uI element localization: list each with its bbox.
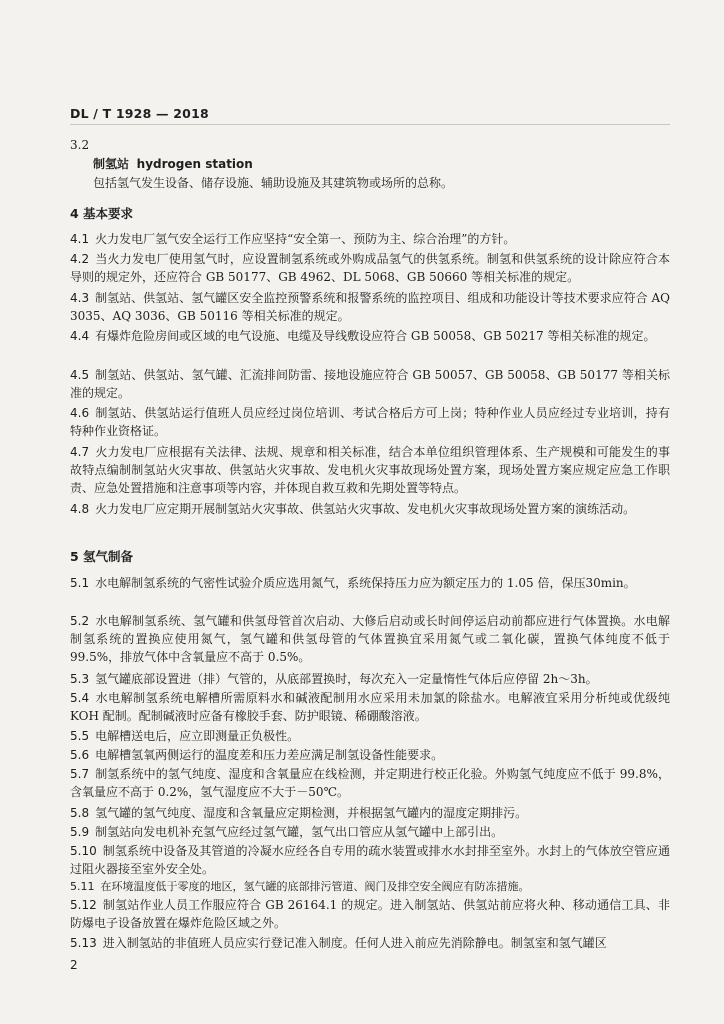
clause-text: 制氢站、供氢站运行值班人员应经过岗位培训、考试合格后方可上岗；特种作业人员应经过专业培训，持有特种作业资格证。 [70, 406, 670, 438]
clause-4-5 [70, 366, 670, 402]
clause-text: 在环境温度低于零度的地区，氢气罐的底部排污管道、阀门及排空安全阀应有防冻措施。 [100, 880, 530, 893]
clause-5-4 [70, 689, 670, 725]
clause-4-3 [70, 289, 670, 325]
clause-5-3 [70, 670, 670, 688]
clause-number: 5.11 [70, 880, 95, 893]
clause-number: 5.12 [70, 898, 97, 912]
section-5-heading: 5 氢气制备 [70, 549, 134, 564]
clause-5-6 [70, 746, 670, 764]
clause-number: 4.7 [70, 445, 90, 459]
clause-4-7 [70, 443, 670, 497]
clause-5-10 [70, 842, 670, 878]
page-number: 2 [70, 958, 78, 972]
clause-number: 4.5 [70, 368, 90, 382]
clause-4-6 [70, 404, 670, 440]
clause-text: 有爆炸危险房间或区域的电气设施、电缆及导线敷设应符合 GB 50058、GB 50217 等相关标准的规定。 [95, 329, 656, 343]
clause-number: 4.2 [70, 252, 90, 266]
term-chinese: 制氢站 [93, 157, 130, 171]
clause-number: 5.13 [70, 936, 97, 950]
clause-number: 5.7 [70, 767, 90, 781]
clause-3-2-number: 3.2 [70, 138, 90, 152]
clause-3-2-definition: 包括氢气发生设备、储存设施、辅助设施及其建筑物或场所的总称。 [93, 176, 454, 190]
clause-4-8 [70, 500, 670, 518]
clause-number: 5.5 [70, 729, 90, 743]
clause-number: 5.6 [70, 748, 90, 762]
document-code-header: DL / T 1928 — 2018 [70, 106, 209, 121]
clause-text: 制氢站、供氢站、氢气罐区安全监控预警系统和报警系统的监控项目、组成和功能设计等技术要求应符合 AQ 3035、AQ 3036、GB 50116 等相关标准的规定。 [70, 291, 670, 323]
clause-number: 5.3 [70, 672, 90, 686]
clause-text: 电解槽氢氧两侧运行的温度差和压力差应满足制氢设备性能要求。 [95, 748, 444, 762]
clause-number: 5.2 [70, 614, 90, 628]
clause-text: 火力发电厂应根据有关法律、法规、规章和相关标准，结合本单位组织管理体系、生产规模和可能发生的事故特点编制制氢站火灾事故、供氢站火灾事故、发电机火灾事故现场处置方案，现场处置方案应规定应急工作职责、应急处置措施和注意事项等内容，并体现自救互救和先期处置等特点。 [70, 445, 670, 495]
clause-text: 火力发电厂氢气安全运行工作应坚持“安全第一、预防为主、综合治理”的方针。 [95, 232, 516, 246]
clause-text: 氢气罐底部设置进（排）气管的，从底部置换时，每次充入一定量惰性气体后应停留 2h～3h。 [95, 672, 598, 686]
clause-text: 制氢系统中的氢气纯度、湿度和含氧量应在线检测，并定期进行校正化验。外购氢气纯度应不低于 99.8%，含氧量应不高于 0.2%，氢气湿度应不大于－50℃。 [70, 767, 670, 799]
clause-text: 火力发电厂应定期开展制氢站火灾事故、供氢站火灾事故、发电机火灾事故现场处置方案的演练活动。 [95, 502, 636, 516]
clause-5-7 [70, 765, 670, 801]
clause-text: 氢气罐的氢气纯度、湿度和含氧量应定期检测，并根据氢气罐内的湿度定期排污。 [95, 806, 528, 820]
clause-number: 4.4 [70, 329, 90, 343]
clause-5-9 [70, 823, 670, 841]
clause-text: 进入制氢站的非值班人员应实行登记准入制度。任何人进入前应先消除静电。制氢室和氢气罐区 [102, 936, 607, 950]
clause-number: 4.6 [70, 406, 90, 420]
header-divider [70, 124, 670, 125]
clause-5-13 [70, 934, 670, 952]
clause-text: 当火力发电厂使用氢气时，应设置制氢系统或外购成品氢气的供氢系统。制氢和供氢系统的设计除应符合本导则的规定外，还应符合 GB 50177、GB 4962、DL 5068、GB 50660 等相关标准的规定。 [70, 252, 670, 284]
clause-5-2 [70, 612, 670, 666]
clause-number: 4.3 [70, 291, 90, 305]
clause-text: 制氢系统中设备及其管道的冷凝水应经各自专用的疏水装置或排水水封排至室外。水封上的气体放空管应通过阻火器接至室外安全处。 [70, 844, 670, 876]
clause-5-11 [70, 878, 670, 896]
term-english: hydrogen station [136, 157, 253, 171]
clause-4-2 [70, 250, 670, 286]
clause-number: 5.8 [70, 806, 90, 820]
clause-4-4 [70, 327, 670, 345]
clause-text: 电解槽送电后，应立即测量正负极性。 [95, 729, 300, 743]
clause-5-1 [70, 574, 670, 592]
clause-5-8 [70, 804, 670, 822]
clause-text: 制氢站作业人员工作服应符合 GB 26164.1 的规定。进入制氢站、供氢站前应将火种、移动通信工具、非防爆电子设备放置在爆炸危险区域之外。 [70, 898, 670, 930]
clause-text: 水电解制氢系统的气密性试验介质应选用氮气，系统保持压力应为额定压力的 1.05 倍，保压30min。 [95, 576, 636, 590]
clause-3-2-term [93, 155, 691, 173]
clause-number: 5.1 [70, 576, 90, 590]
clause-text: 制氢站向发电机补充氢气应经过氢气罐，氢气出口管应从氢气罐中上部引出。 [95, 825, 504, 839]
clause-text: 水电解制氢系统、氢气罐和供氢母管首次启动、大修后启动或长时间停运启动前都应进行气体置换。水电解制氢系统的置换应使用氮气，氢气罐和供氢母管的气体置换宜采用氮气或二氧化碳，置换气体纯度不低于 99.5%，排放气体中含氧量应不高于 0.5%。 [70, 614, 670, 664]
clause-number: 4.1 [70, 232, 90, 246]
clause-text: 水电解制氢系统电解槽所需原料水和碱液配制用水应采用未加氯的除盐水。电解液宜采用分析纯或优级纯 KOH 配制。配制碱液时应备有橡胶手套、防护眼镜、稀硼酸溶液。 [70, 691, 670, 723]
section-4-heading: 4 基本要求 [70, 206, 134, 221]
clause-text: 制氢站、供氢站、氢气罐、汇流排间防雷、接地设施应符合 GB 50057、GB 50058、GB 50177 等相关标准的规定。 [70, 368, 670, 400]
clause-5-12 [70, 896, 670, 932]
clause-number: 5.9 [70, 825, 90, 839]
clause-number: 5.10 [70, 844, 97, 858]
clause-4-1 [70, 230, 670, 248]
clause-number: 5.4 [70, 691, 90, 705]
clause-5-5 [70, 727, 670, 745]
clause-number: 4.8 [70, 502, 90, 516]
